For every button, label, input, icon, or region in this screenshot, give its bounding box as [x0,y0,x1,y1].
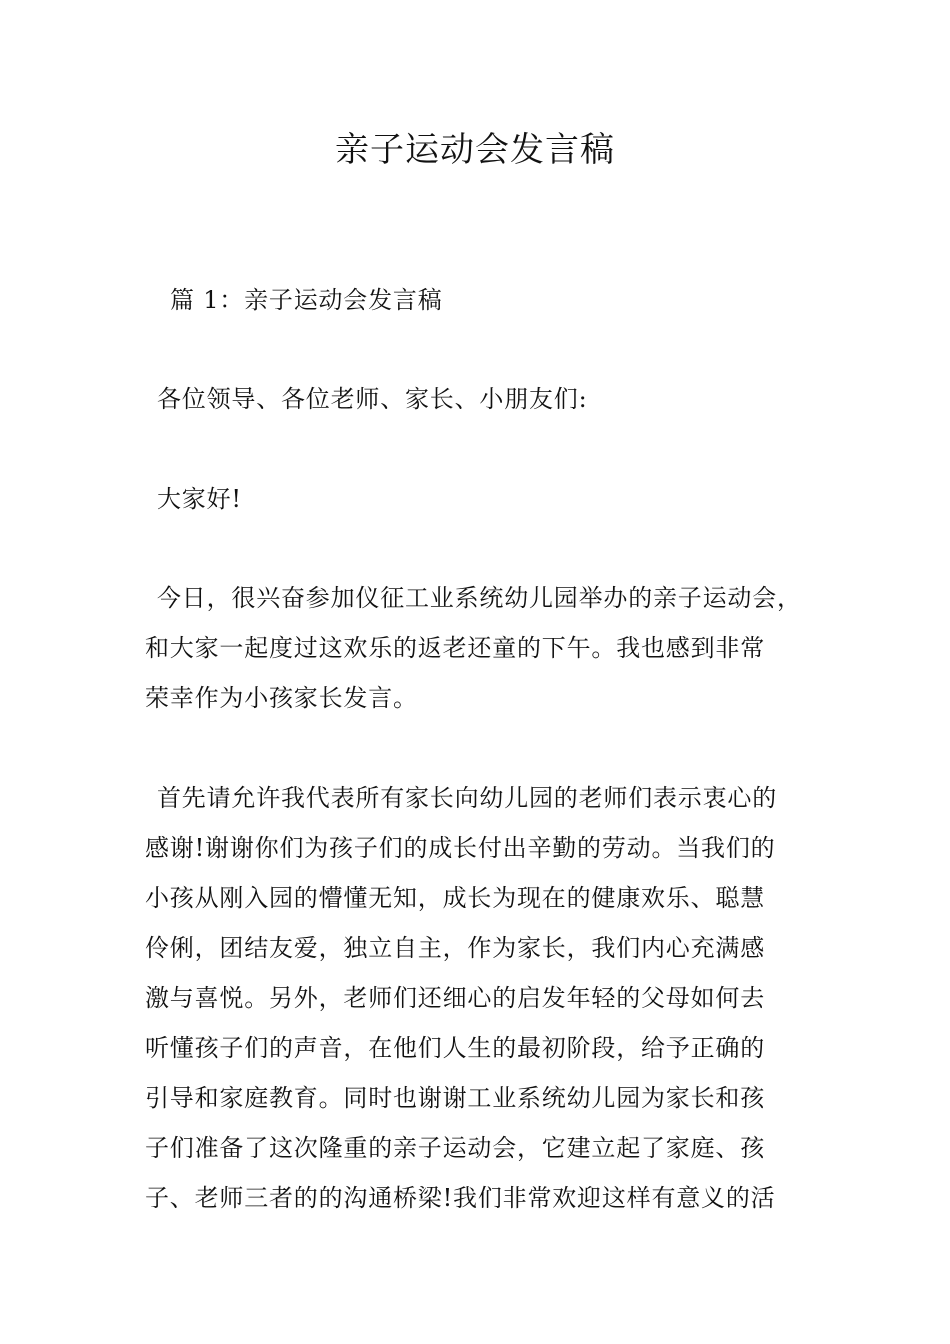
paragraph-2-line-4: 伶俐，团结友爱，独立自主，作为家长，我们内心充满感 [145,934,765,962]
paragraph-2-line-9: 子、老师三者的的沟通桥梁!我们非常欢迎这样有意义的活 [145,1184,776,1212]
paragraph-2-line-5: 激与喜悦。另外，老师们还细心的启发年轻的父母如何去 [145,984,765,1012]
paragraph-1-line-3: 荣幸作为小孩家长发言。 [145,684,418,712]
document-title: 亲子运动会发言稿 [335,130,615,170]
paragraph-2-line-7: 引导和家庭教育。同时也谢谢工业系统幼儿园为家长和孩 [145,1084,765,1112]
paragraph-2-line-8: 子们准备了这次隆重的亲子运动会，它建立起了家庭、孩 [145,1134,765,1162]
paragraph-2-line-1: 首先请允许我代表所有家长向幼儿园的老师们表示衷心的 [157,784,777,812]
paragraph-2-line-6: 听懂孩子们的声音，在他们人生的最初阶段，给予正确的 [145,1034,765,1062]
paragraph-1-line-1: 今日，很兴奋参加仪征工业系统幼儿园举办的亲子运动会， [157,584,802,612]
paragraph-1-line-2: 和大家一起度过这欢乐的返老还童的下午。我也感到非常 [145,634,765,662]
paragraph-2-line-3: 小孩从刚入园的懵懂无知，成长为现在的健康欢乐、聪慧 [145,884,765,912]
greeting-line: 各位领导、各位老师、家长、小朋友们: [157,385,588,413]
paragraph-2-line-2: 感谢!谢谢你们为孩子们的成长付出辛勤的劳动。当我们的 [145,834,776,862]
section-heading: 篇 1：亲子运动会发言稿 [170,286,443,314]
hello-line: 大家好! [157,485,242,513]
